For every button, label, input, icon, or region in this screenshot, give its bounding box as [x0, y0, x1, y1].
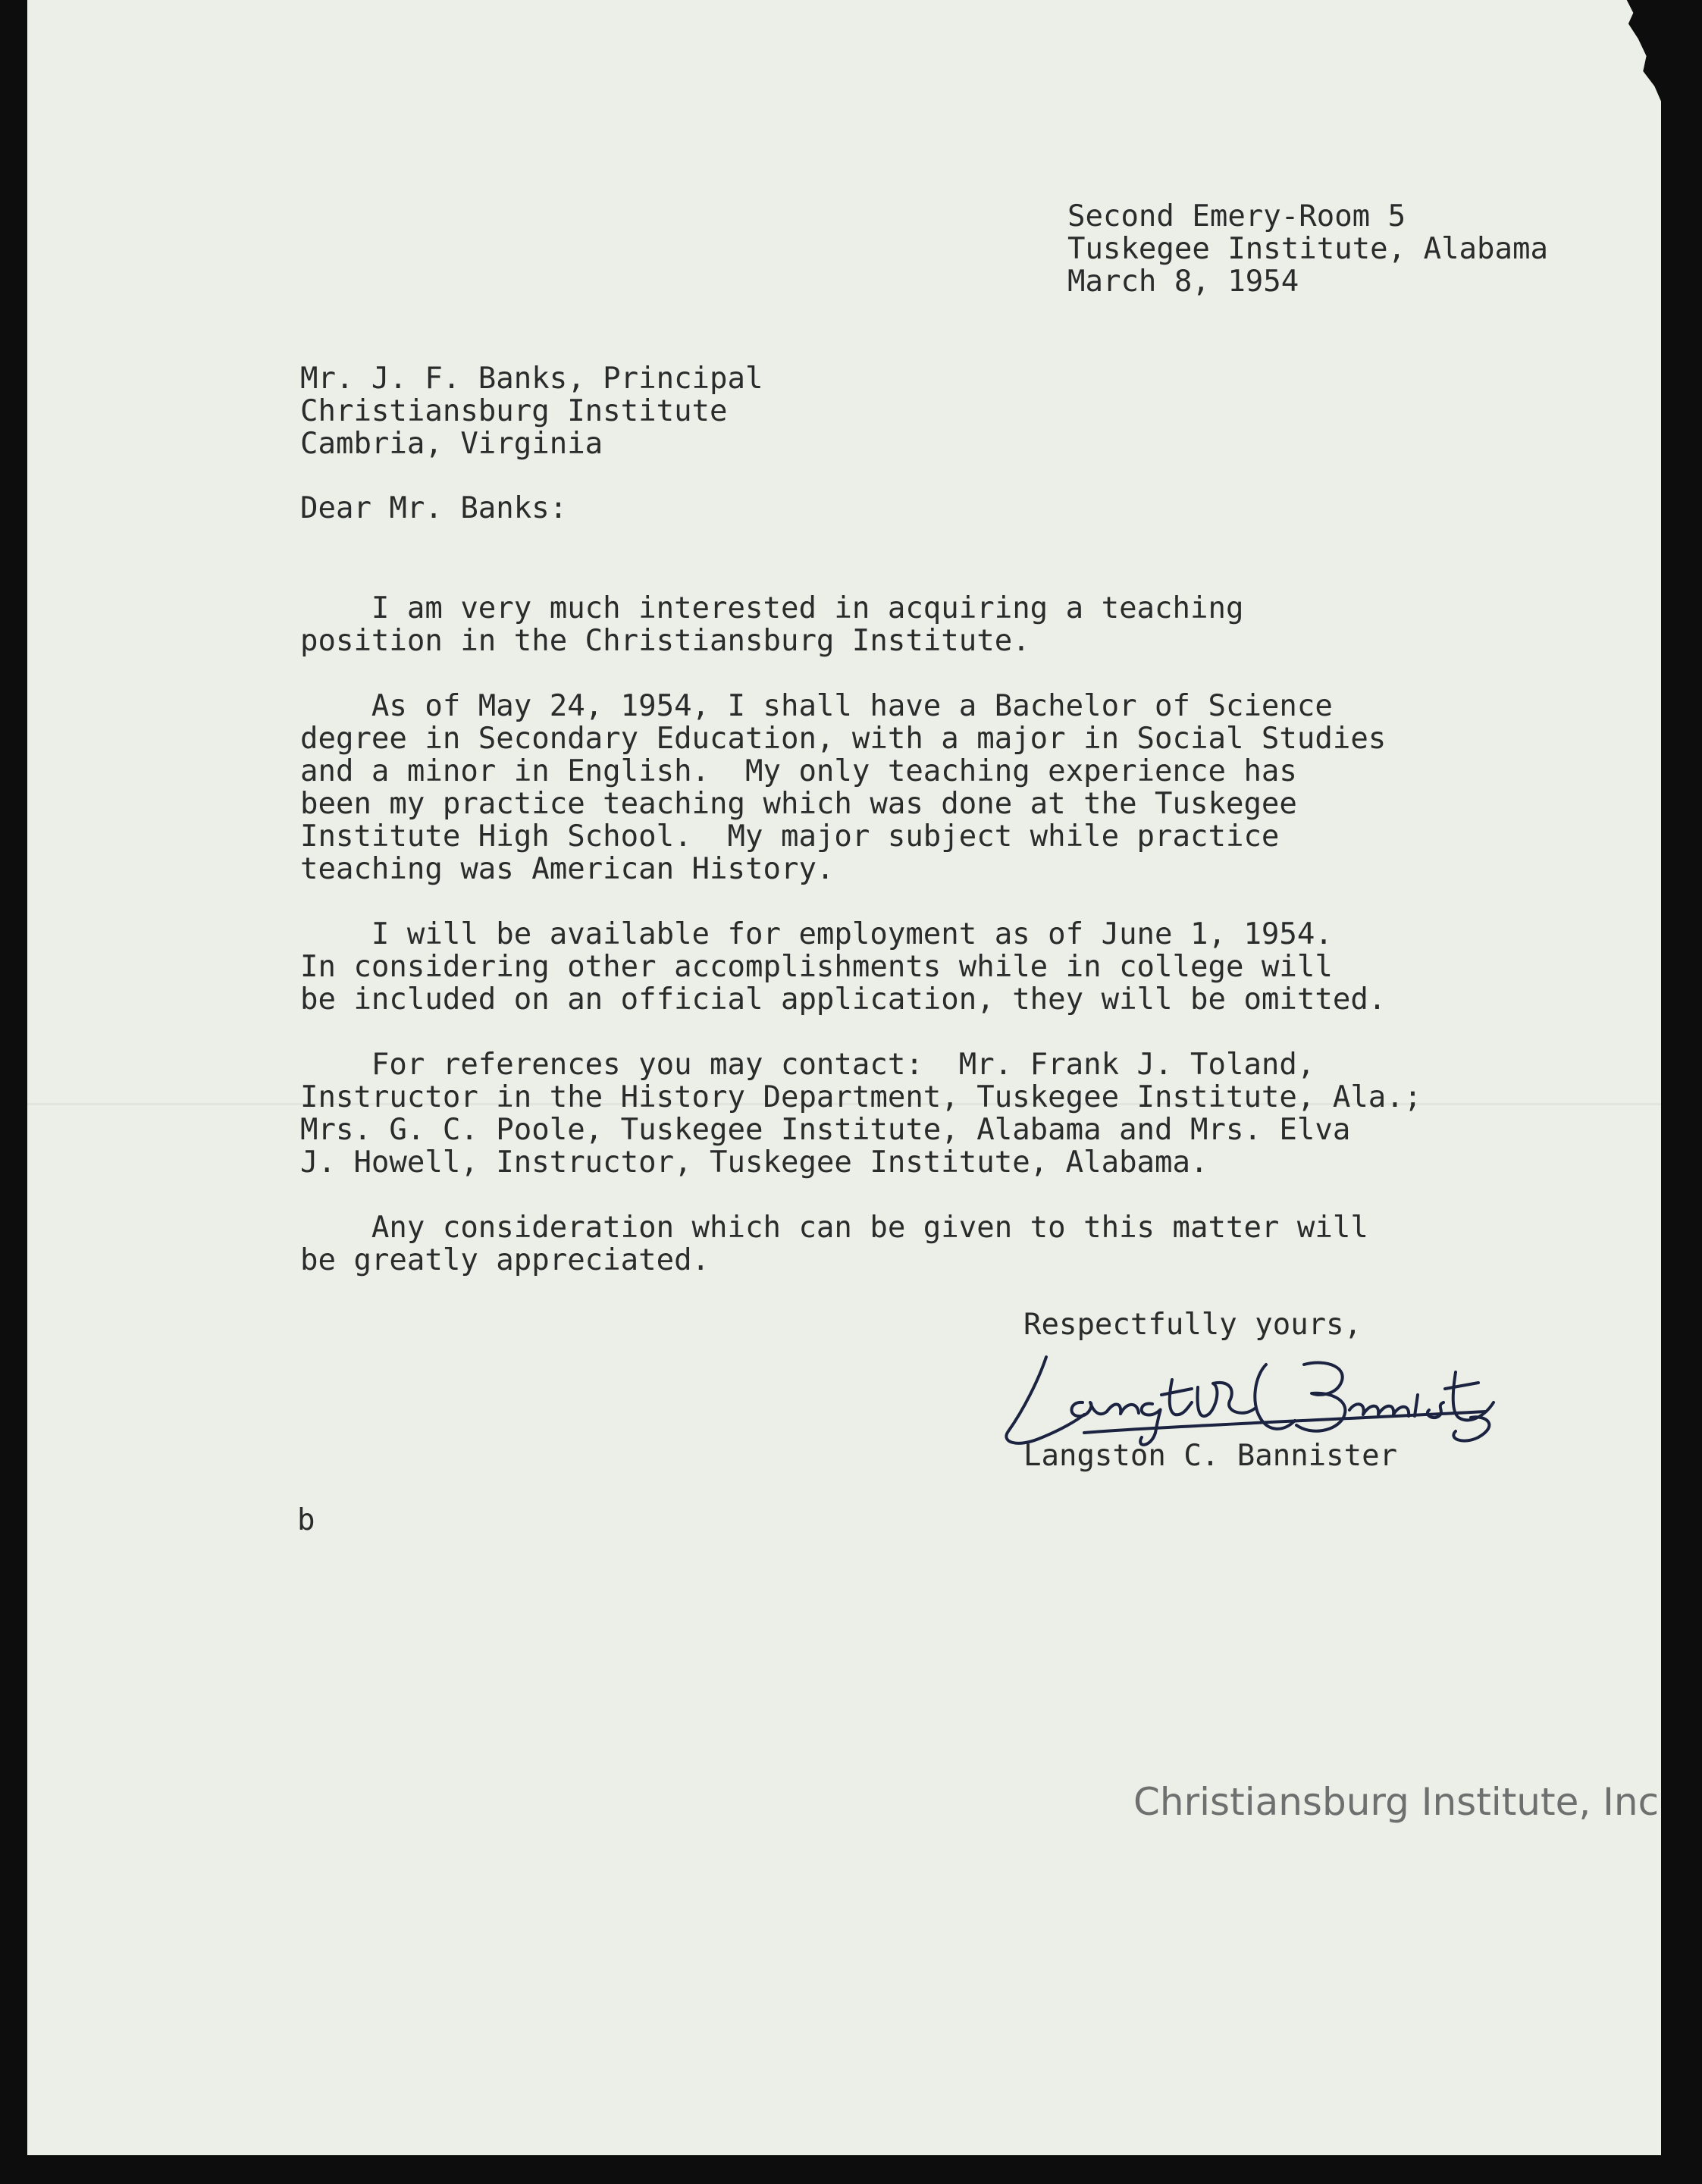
body-paragraph: Any consideration which can be given to this matter will be greatly appreciated.: [300, 1211, 1368, 1277]
sender-line: Tuskegee Institute, Alabama: [1067, 232, 1548, 266]
body-paragraph: As of May 24, 1954, I shall have a Bachelor of Science degree in Secondary Education, with a major in Social Studies and a minor in English. My only teaching experience has been my practice teaching which was done at the Tuskegee Institute High School. My major subject while practice teaching was American History.: [300, 689, 1387, 886]
typist-initials: b: [297, 1503, 315, 1537]
recipient-line: Cambria, Virginia: [300, 427, 603, 461]
body-paragraph: I am very much interested in acquiring a teaching position in the Christiansburg Institute.: [300, 591, 1244, 658]
letter-date: March 8, 1954: [1067, 265, 1299, 299]
salutation: Dear Mr. Banks:: [300, 491, 568, 525]
sender-address: [1067, 200, 1548, 298]
recipient-line: Christiansburg Institute: [300, 394, 728, 428]
complimentary-closing: Respectfully yours,: [1023, 1308, 1362, 1342]
recipient-address: [300, 362, 763, 460]
letter-body: [300, 559, 1421, 1342]
body-paragraph: For references you may contact: Mr. Frank J. Toland, Instructor in the History Department, Tuskegee Institute, Ala.; Mrs. G. C. Poole, Tuskegee Institute, Alabama and Mrs. Elva J. Howell, Instructor, Tuskegee Institute, Alabama.: [300, 1048, 1422, 1180]
signer-name: Langston C. Bannister: [1023, 1439, 1398, 1473]
body-paragraph: I will be available for employment as of June 1, 1954. In considering other accomplishments while in college will be included on an official application, they will be omitted.: [300, 917, 1387, 1017]
archive-watermark: Christiansburg Institute, Inc: [1133, 1780, 1660, 1824]
sender-line: Second Emery-Room 5: [1067, 199, 1406, 233]
recipient-line: Mr. J. F. Banks, Principal: [300, 362, 763, 396]
